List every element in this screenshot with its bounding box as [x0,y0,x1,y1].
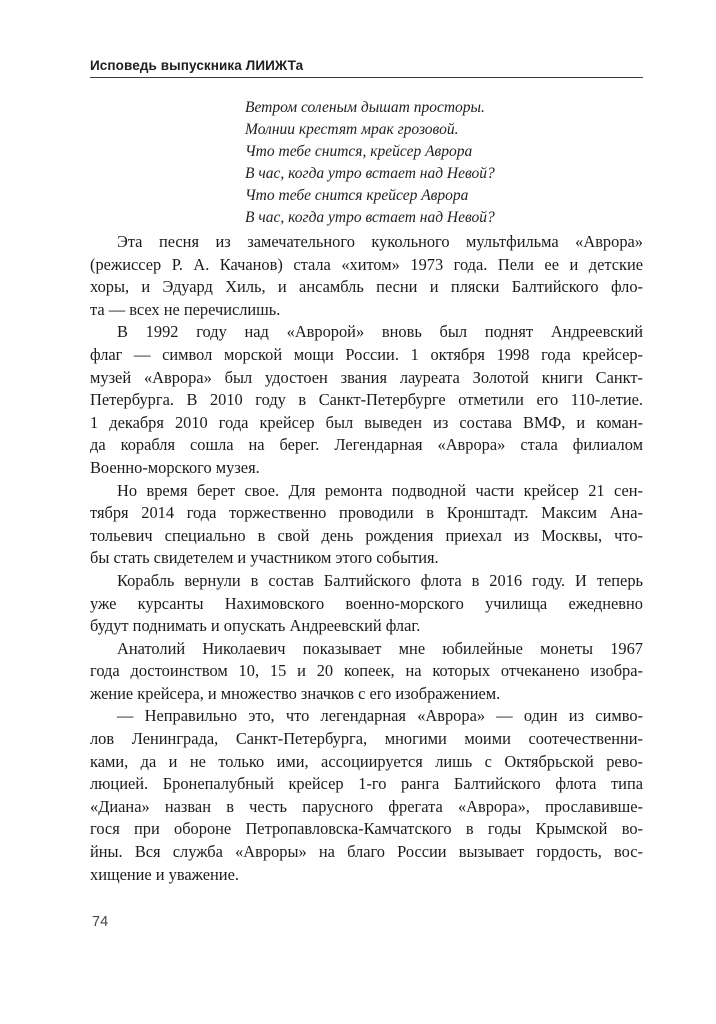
body-line: бы стать свидетелем и участником этого события. [90,548,439,568]
poem-line: Что тебе снится крейсер Аврора [245,187,469,204]
body-line: будут поднимать и опускать Андреевский флаг. [90,616,421,636]
body-line: ками, да и не только ими, ассоциируется лишь с Октябрьской рево- [90,751,643,771]
body-line: — Неправильно это, что легендарная «Аврора» — один из симво- [117,706,643,726]
body-line: 1 декабря 2010 года крейсер был выведен из состава ВМФ, и коман- [90,412,643,432]
body-line: гося при обороне Петропавловска-Камчатского в годы Крымской во- [90,819,643,839]
body-line: да корабля сошла на берег. Легендарная «Аврора» стала филиалом [90,435,643,455]
running-header-text: Исповедь выпускника ЛИИЖТа [90,58,304,73]
body-line: тября 2014 года торжественно проводили в Кронштадт. Максим Ана- [90,503,643,523]
page-content [90,97,643,886]
body-line: В 1992 году над «Авророй» вновь был поднят Андреевский [117,322,643,342]
running-header [90,58,643,78]
poem-epigraph [245,97,643,229]
body-line: года достоинством 10, 15 и 20 копеек, на которых отчеканено изобра- [90,661,643,681]
poem-line: В час, когда утро встает над Невой? [245,209,495,226]
page-number: 74 [92,914,109,930]
poem-line: Ветром соленым дышат просторы. [245,99,485,116]
body-line: хищение и уважение. [90,864,239,884]
body-line: «Диана» назван в честь парусного фрегата «Аврора», прославивше- [90,796,643,816]
body-line: музей «Аврора» был удостоен звания лауреата Золотой книги Санкт- [90,367,643,387]
body-line: уже курсанты Нахимовского военно-морского училища ежедневно [90,593,643,613]
body-text [90,231,643,886]
body-line: жение крейсера, и множество значков с его изображением. [90,683,501,703]
body-line: лов Ленинграда, Санкт-Петербурга, многими моими соотечественни- [90,729,643,749]
body-line: Анатолий Николаевич показывает мне юбилейные монеты 1967 [117,638,643,658]
body-line: Эта песня из замечательного кукольного мультфильма «Аврора» [117,232,643,251]
poem-line: Молнии крестят мрак грозовой. [245,121,459,138]
poem-line: Что тебе снится, крейсер Аврора [245,143,473,160]
body-line: Петербурга. В 2010 году в Санкт-Петербурге отметили его 110-летие. [90,390,643,410]
body-line: (режиссер Р. А. Качанов) стала «хитом» 1973 года. Пели ее и детские [90,254,643,274]
poem-line: В час, когда утро встает над Невой? [245,165,495,182]
body-line: люцией. Бронепалубный крейсер 1-го ранга Балтийского флота типа [90,774,643,794]
body-line: Но время берет свое. Для ремонта подводной части крейсер 21 сен- [117,480,643,500]
body-line: тольевич специально в свой день рождения приехал из Москвы, что- [90,525,643,545]
body-line: йны. Вся служба «Авроры» на благо России вызывает гордость, вос- [90,842,643,862]
body-line: флаг — символ морской мощи России. 1 октября 1998 года крейсер- [90,344,643,364]
body-line: та — всех не перечислишь. [90,299,281,319]
body-line: хоры, и Эдуард Хиль, и ансамбль песни и пляски Балтийского фло- [90,277,643,297]
body-line: Военно-морского музея. [90,457,260,477]
body-line: Корабль вернули в состав Балтийского флота в 2016 году. И теперь [117,570,643,590]
